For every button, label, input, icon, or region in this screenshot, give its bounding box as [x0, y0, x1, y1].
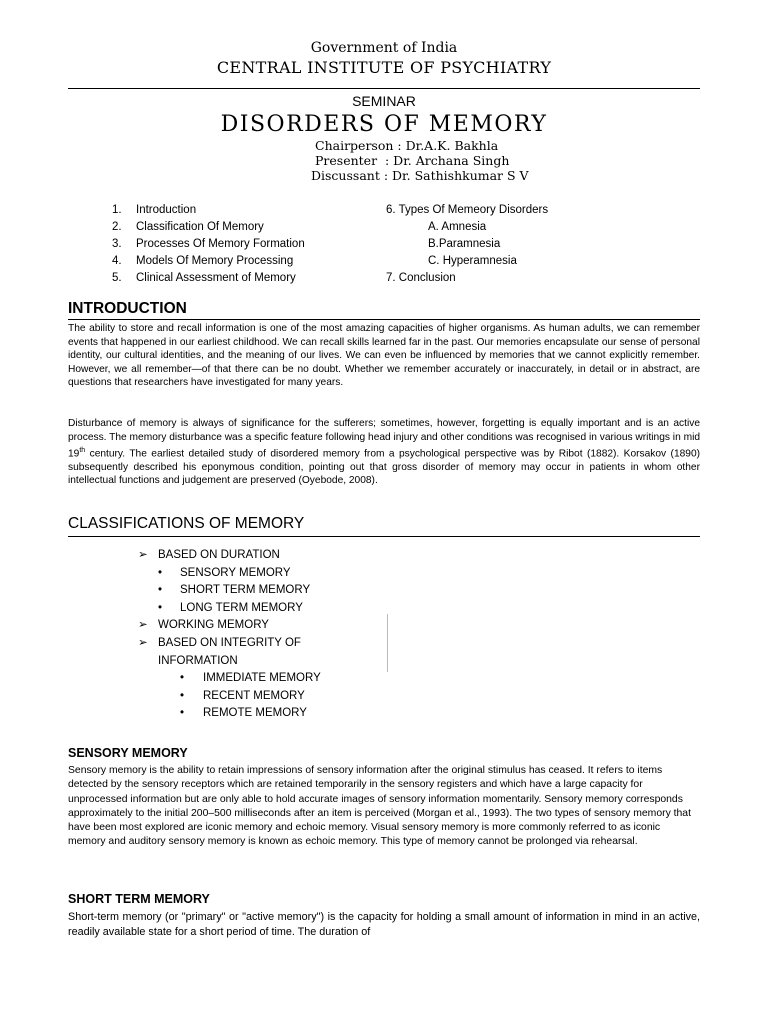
sensory-memory-heading: SENSORY MEMORY — [68, 746, 188, 760]
list-item: INFORMATION — [158, 654, 238, 667]
classifications-divider — [68, 536, 700, 537]
toc-subitem-a: A. Amnesia — [428, 221, 487, 233]
arrow-bullet-icon: ➢ — [138, 549, 148, 561]
list-item: • SENSORY MEMORY — [138, 565, 398, 583]
bullet-icon: • — [180, 689, 185, 702]
toc-subitem-c: C. Hyperamnesia — [428, 255, 517, 267]
introduction-heading: INTRODUCTION — [68, 300, 187, 317]
presenter-line: Presenter : Dr. Archana Singh — [315, 153, 510, 168]
short-term-memory-paragraph: Short-term memory (or "primary" or "active memory") is the capacity for holding a small amount of information in mind in an active, readily available state for a short period of time. The duration of — [68, 911, 700, 938]
short-term-memory-heading: SHORT TERM MEMORY — [68, 892, 210, 906]
sensory-memory-paragraph: Sensory memory is the ability to retain impressions of sensory information after the original stimulus has ceased. It refers to items detected by the sensory receptors which are retained temporarily in the sensory registers and which have a large capacity for unprocessed information but are only able to hold accurate images of sensory information momentarily. Sensory memory corresponds approximately to the initial 200–500 milliseconds after an item is perceived (Morgan et al., 1993). The two types of sensory memory that have been most explored are iconic memory and echoic memory. Visual sensory memory is more commonly referred to as iconic memory and auditory sensory memory is known as echoic memory. This type of memory cannot be prolonged via rehearsal. — [68, 765, 691, 848]
introduction-paragraph-2: Disturbance of memory is always of significance for the sufferers; sometimes, however, forgetting is equally important and is an active process. The memory disturbance was a specific feature following head injury and other conditions was recognised in various writings in mid 19th century. The earliest detailed study of disordered memory from a psychological perspective was by Ribot (1882). Korsakov (1890) subsequently described his eponymous condition, pointing out that gross disorder of memory may occur in patients in whom other intellectual functions and judgement are preserved (Oyebode, 2008). — [68, 418, 700, 487]
list-item: • RECENT MEMORY — [138, 688, 398, 706]
discussant-line: Discussant : Dr. Sathishkumar S V — [311, 168, 529, 183]
toc-item: 3. Processes Of Memory Formation — [112, 238, 305, 250]
list-item: ➢ WORKING MEMORY — [138, 617, 398, 635]
bullet-icon: • — [158, 601, 163, 614]
people-block — [300, 138, 600, 183]
bullet-icon: • — [180, 707, 185, 720]
government-line: Government of India — [310, 40, 458, 56]
introduction-paragraph-1: The ability to store and recall information is one of the most amazing capacities of higher organisms. As human adults, we can remember events that happened in our earliest childhood. We can recall skills learned far in the past. Our memories encapsulate our sense of personal identity, our cultural identities, and the meaning of our lives. We can even be influenced by memories that we cannot explicitly remember. However, we all remember—of that there can be no doubt. Whether we remember accurately or inaccurately, in detail or in abstract, are questions that researchers have investigated for many years. — [68, 323, 700, 388]
arrow-bullet-icon: ➢ — [138, 619, 148, 632]
bullet-icon: • — [158, 584, 163, 597]
bullet-icon: • — [158, 566, 163, 579]
arrow-bullet-icon: ➢ — [138, 636, 148, 649]
list-item: ➢ BASED ON INTEGRITY OF — [138, 635, 398, 653]
column-divider — [387, 614, 388, 672]
bullet-icon: • — [180, 672, 185, 685]
toc-right-list — [386, 202, 646, 287]
toc-item-6: 6. Types Of Memeory Disorders — [386, 204, 549, 216]
toc-item: 5. Clinical Assessment of Memory — [112, 272, 296, 284]
list-item: • REMOTE MEMORY — [138, 705, 398, 723]
toc-item: 2. Classification Of Memory — [112, 221, 264, 233]
toc-subitem-b: B.Paramnesia — [428, 238, 501, 250]
classification-list — [138, 547, 398, 723]
classifications-heading: CLASSIFICATIONS OF MEMORY — [68, 515, 305, 532]
header-divider — [68, 88, 700, 89]
institute-name: CENTRAL INSTITUTE OF PSYCHIATRY — [216, 58, 552, 77]
toc-item-7: 7. Conclusion — [386, 272, 456, 284]
introduction-divider — [68, 319, 700, 320]
chairperson-line: Chairperson : Dr.A.K. Bakhla — [315, 138, 499, 153]
document-title: DISORDERS OF MEMORY — [220, 112, 548, 137]
seminar-label: SEMINAR — [352, 93, 416, 109]
list-item: • IMMEDIATE MEMORY — [138, 670, 398, 688]
toc-item: 1. Introduction — [112, 204, 197, 216]
list-item: ➢ BASED ON DURATION — [138, 547, 398, 565]
toc-item: 4. Models Of Memory Processing — [112, 255, 294, 267]
list-item: • SHORT TERM MEMORY — [138, 582, 398, 600]
toc-left-list — [112, 202, 372, 287]
list-item: • LONG TERM MEMORY — [138, 600, 398, 618]
